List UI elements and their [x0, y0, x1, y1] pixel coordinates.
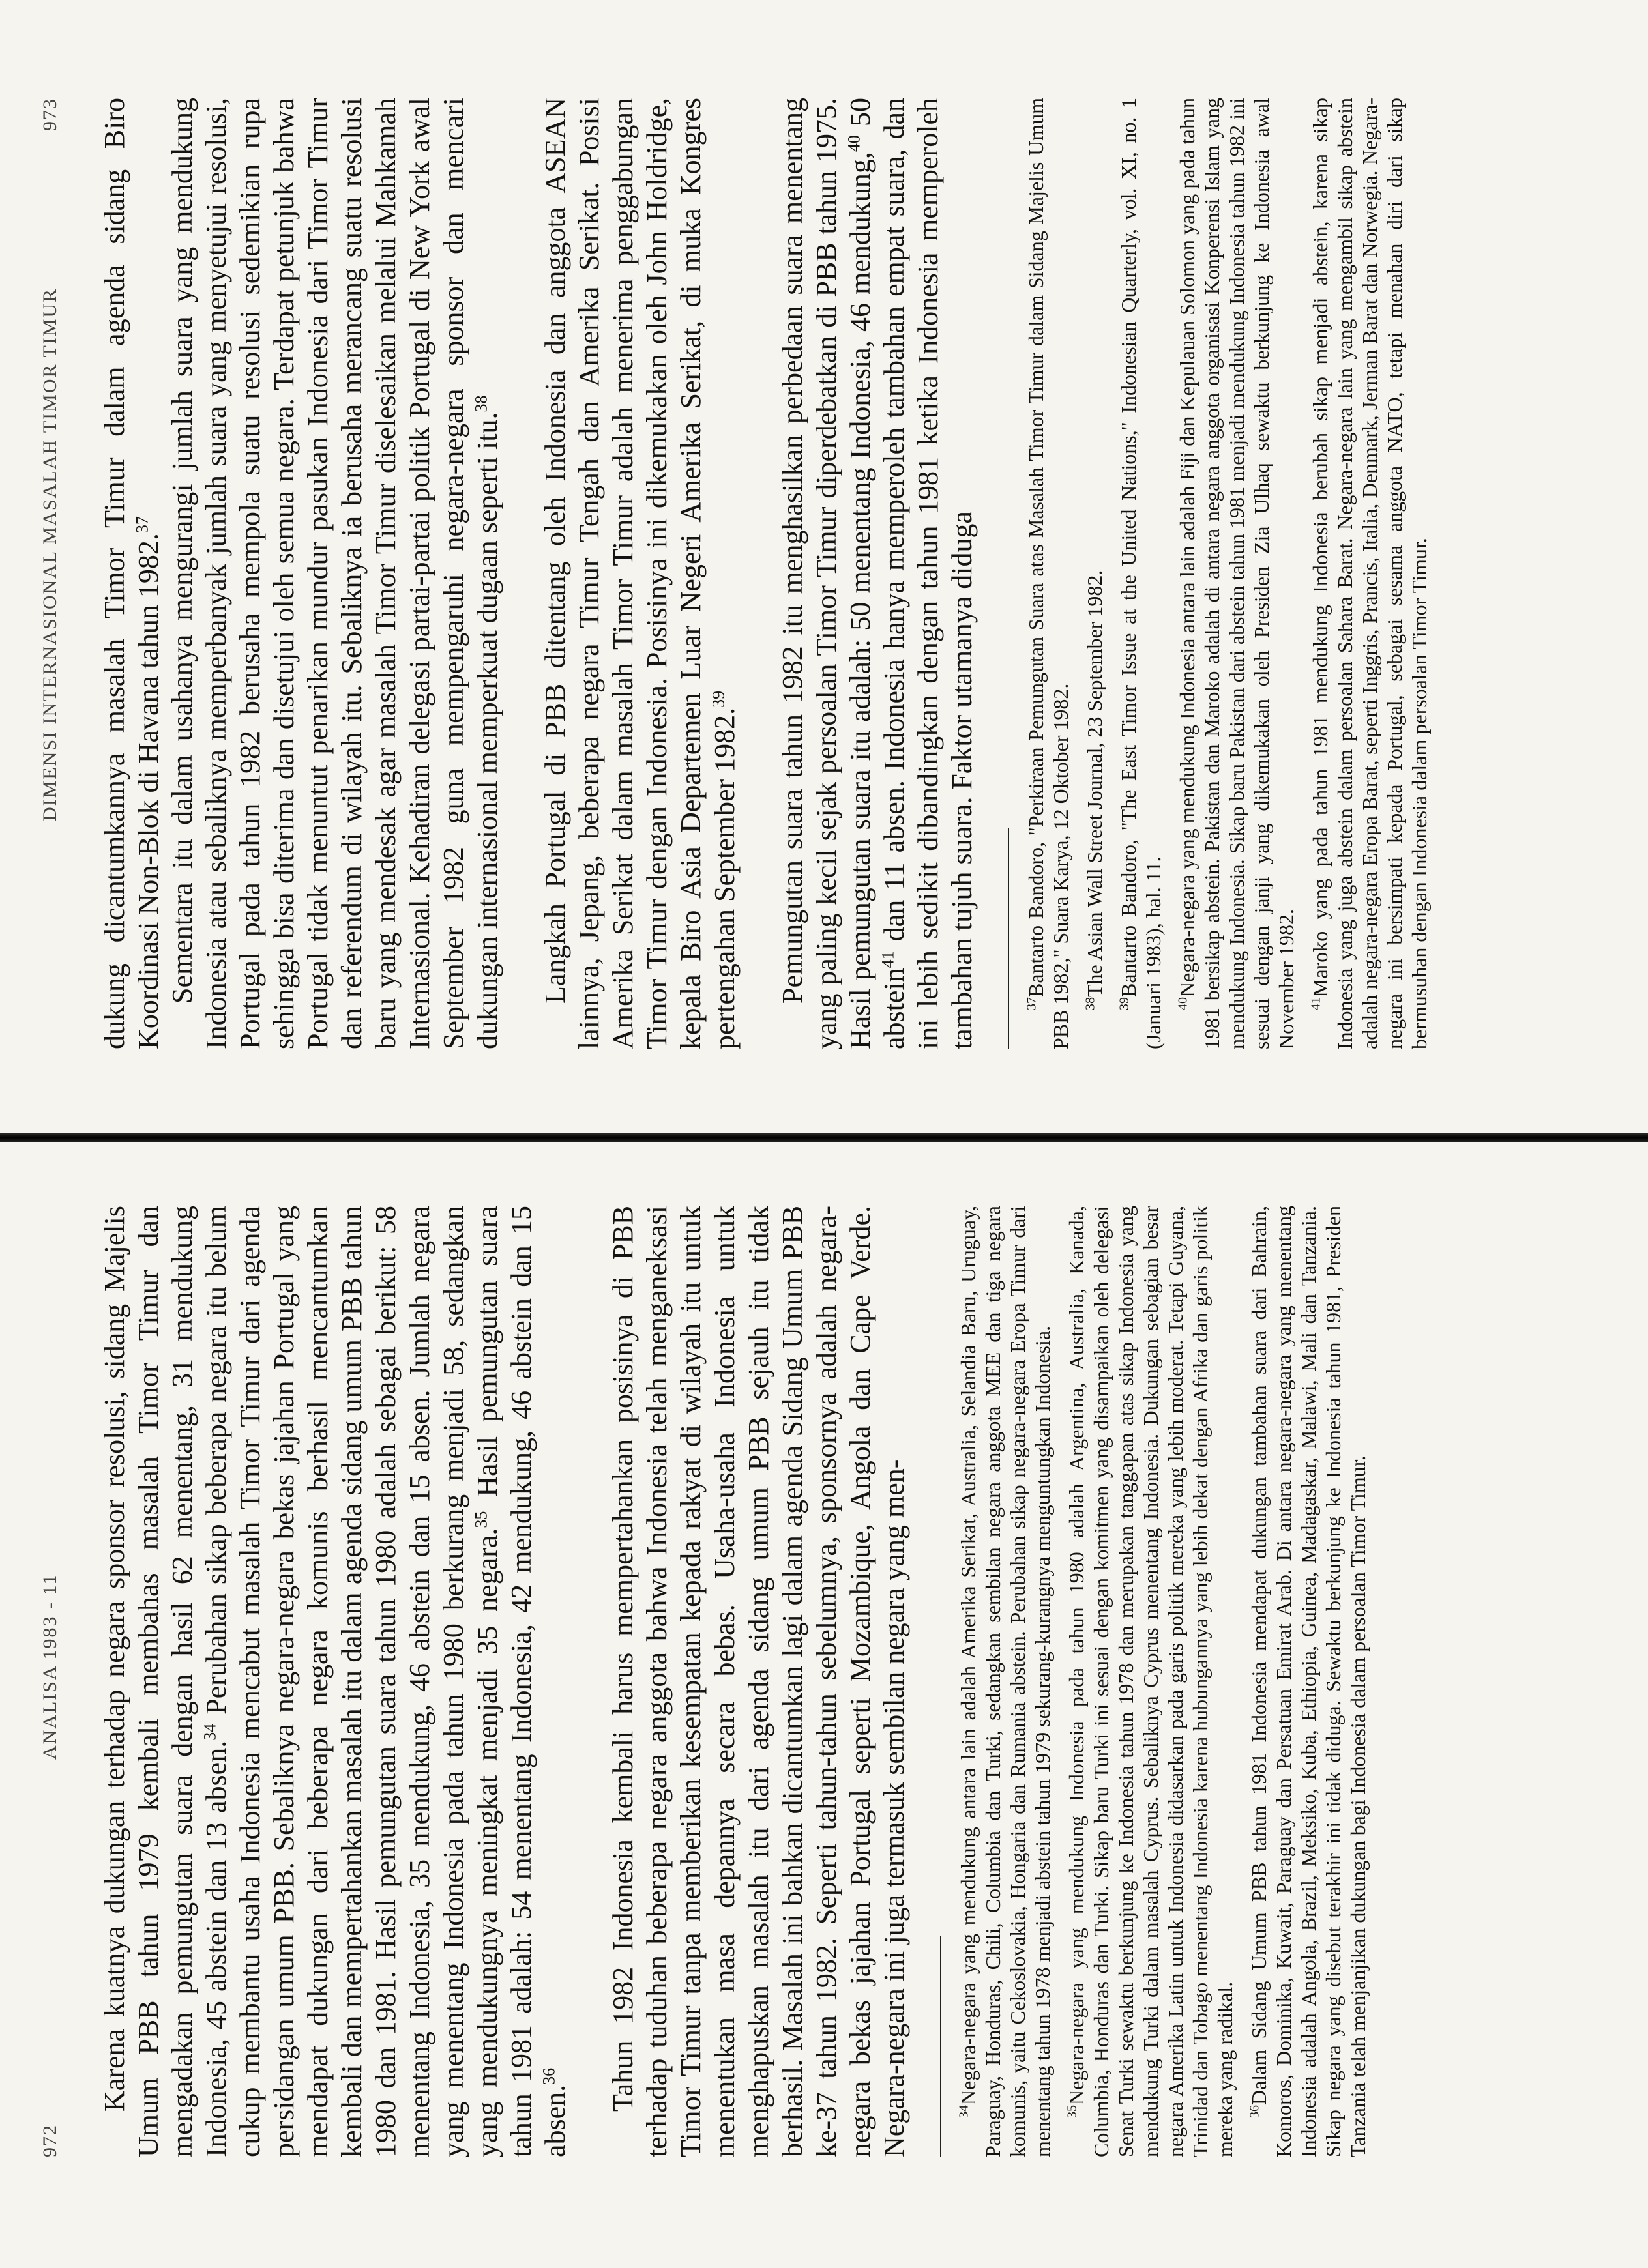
- running-head: ANALISA 1983 - 11: [39, 1573, 61, 1760]
- paragraph: Sementara itu dalam usahanya mengurangi jumlah suara yang mendukung Indonesia atau sebaliknya memperbanyak jumlah suara yang menyetujui resolusi, Portugal pada tahun 1982 berusaha mempola suatu resolusi sedemikian rupa sehingga bisa diterima dan disetujui oleh semua negara. Terdapat petunjuk bahwa Portugal tidak menuntut penarikan mundur pasukan Indonesia dari Timor Timur dan referendum di wilayah itu. Sebaliknya ia berusaha merancang suatu resolusi baru yang mendesak agar masalah Timor Timur diselesaikan melalui Mahkamah Internasional. Kehadiran delegasi partai-partai politik Portugal di New York awal September 1982 guna mempengaruhi negara-negara sponsor dan mencari dukungan internasional memperkuat dugaan seperti itu.$^{38}$: [166, 98, 503, 1049]
- footnote-rule: [1008, 828, 1009, 1049]
- footnote: $^{36}$Dalam Sidang Umum PBB tahun 1981 Indonesia mendapat dukungan tambahan suara dari Bahrain, Komoros, Dominika, Kuwait, Paraguay dan Persatuan Emirat Arab. Di antara negara-negara yang menentang Indonesia adalah Angola, Brazil, Meksiko, Kuba, Ethiopia, Guinea, Madagaskar, Malawi, Mali dan Tanzania. Sikap negara yang disebut terakhir ini tidak diduga. Sewaktu berkunjung ke Indonesia tahun 1981, Presiden Tanzania telah menjanjikan dukungan bagi Indonesia dalam persoalan Timor Timur.: [1247, 1206, 1370, 2157]
- book-gutter: [0, 1133, 1648, 1142]
- body-text: [98, 98, 979, 1049]
- paragraph: dukung dicantumkannya masalah Timor Timur dalam agenda sidang Biro Koordinasi Non-Blok di Havana tahun 1982.37: [98, 98, 164, 1049]
- footnotes: [1023, 98, 1432, 1049]
- footnote: $^{39}$Bantarto Bandoro, "The East Timor Issue at the United Nations," Indonesian Quarterly, vol. XI, no. 1 (Januari 1983), hal. 11.: [1117, 98, 1165, 1049]
- paragraph: Pemungutan suara tahun 1982 itu menghasilkan perbedaan suara menentang yang paling kecil sejak persoalan Timor Timur diperdebatkan di PBB tahun 1975. Hasil pemungutan suara itu adalah: 50 menentang Indonesia, 46 mendukung,$^{40}$ 50 abstein$^{41}$ dan 11 absen. Indonesia hanya memperoleh tambahan empat suara, dan ini lebih sedikit dibandingkan dengan tahun 1981 ketika Indonesia memperoleh tambahan tujuh suara. Faktor utamanya diduga: [776, 97, 978, 1049]
- footnote-rule: [940, 1936, 941, 2157]
- page-number: 973: [39, 98, 61, 131]
- footnote: $^{41}$Maroko yang pada tahun 1981 mendukung Indonesia berubah sikap menjadi abstein, karena sikap Indonesia yang juga abstein dalam persoalan Sahara Barat. Negara-negara lain yang mengambil sikap abstein adalah negara-negara Eropa Barat, seperti Inggris, Prancis, Italia, Denmark, Jerman Barat dan Norwegia. Negara-negara ini bersimpati kepada Portugal, sebagai sesama anggota NATO, tetapi menahan diri dari sikap bermusuhan dengan Indonesia dalam persoalan Timor Timur.: [1308, 98, 1431, 1049]
- running-head: DIMENSI INTERNASIONAL MASALAH TIMOR TIMUR: [39, 287, 61, 821]
- footnote: $^{34}$Negara-negara yang mendukung antara lain adalah Amerika Serikat, Australia, Selandia Baru, Uruguay, Paraguay, Honduras, Chili, Columbia dan Turki, sedangkan sembilan negara anggota MEE dan tiga negara komunis, yaitu Cekoslovakia, Hongaria dan Rumania abstein. Perubahan sikap negara-negara Eropa Timur dari menentang tahun 1978 menjadi abstein tahun 1979 sekurang-kurangnya menguntungkan Indonesia.: [956, 1206, 1054, 2157]
- left-page: [0, 1134, 1648, 2268]
- paragraph: Langkah Portugal di PBB ditentang oleh Indonesia dan anggota ASEAN lainnya, Jepang, beberapa negara Timur Tengah dan Amerika Serikat. Posisi Amerika Serikat dalam masalah Timor Timur adalah menerima penggabungan Timor Timur dengan Indonesia. Posisinya ini dikemukakan oleh John Holdridge, kepala Biro Asia Departemen Luar Negeri Amerika Serikat, di muka Kongres pertengahan September 1982.39: [539, 98, 741, 1049]
- footnote: $^{40}$Negara-negara yang mendukung Indonesia antara lain adalah Fiji dan Kepulauan Solomon yang pada tahun 1981 bersikap abstein. Pakistan dan Maroko adalah di antara negara anggota organisasi Konperensi Islam yang mendukung Indonesia. Sikap baru Pakistan dari abstein tahun 1981 menjadi mendukung Indonesia tahun 1982 ini sesuai dengan janji yang dikemukakan oleh Presiden Zia Ulhaq sewaktu berkunjung ke Indonesia awal November 1982.: [1175, 98, 1298, 1049]
- page-number: 972: [39, 2124, 61, 2157]
- footnote: $^{35}$Negara-negara yang mendukung Indonesia pada tahun 1980 adalah Argentina, Australia, Kanada, Columbia, Honduras dan Turki. Sikap baru Turki ini sesuai dengan komitmen yang disampaikan oleh delegasi Senat Turki sewaktu berkunjung ke Indonesia tahun 1978 dan merupakan tanggapan atas sikap Indonesia yang mendukung Turki dalam masalah Cyprus. Sebaliknya Cyprus menentang Indonesia. Dukungan sebagian besar negara Amerika Latin untuk Indonesia didasarkan pada garis politik mereka yang lebih moderat. Tetapi Guyana, Trinidad dan Tobago menentang Indonesia karena hubungannya yang lebih dekat dengan Afrika dan garis politik mereka yang radikal.: [1065, 1206, 1237, 2157]
- body-text: [98, 1206, 911, 2157]
- footnote: $^{37}$Bantarto Bandoro, "Perkiraan Pemungutan Suara atas Masalah Timor Timur dalam Sidang Majelis Umum PBB 1982," Suara Karya, 12 Oktober 1982.: [1024, 98, 1072, 1049]
- paragraph: Tahun 1982 Indonesia kembali harus mempertahankan posisinya di PBB terhadap tuduhan beberapa negara anggota bahwa Indonesia telah menganeksasi Timor Timur tanpa memberikan kesempatan kepada rakyat di wilayah itu untuk menentukan masa depannya secara bebas. Usaha-usaha Indonesia untuk menghapuskan masalah itu dari agenda sidang umum PBB sejauh itu tidak berhasil. Masalah ini bahkan dicantumkan lagi dalam agenda Sidang Umum PBB ke-37 tahun 1982. Seperti tahun-tahun sebelumnya, sponsornya adalah negara-negara bekas jajahan Portugal seperti Mozambique, Angola dan Cape Verde. Negara-negara ini juga termasuk sembilan negara yang men-: [607, 1206, 910, 2157]
- footnotes: [956, 1206, 1370, 2157]
- paragraph: Karena kuatnya dukungan terhadap negara sponsor resolusi, sidang Majelis Umum PBB tahun 1979 kembali membahas masalah Timor Timur dan mengadakan pemungutan suara dengan hasil 62 menentang, 31 mendukung Indonesia, 45 abstein dan 13 absen.$^{34}$ Perubahan sikap beberapa negara itu belum cukup membantu usaha Indonesia mencabut masalah Timor Timur dari agenda persidangan umum PBB. Sebaliknya negara-negara bekas jajahan Portugal yang mendapat dukungan dari beberapa negara komunis berhasil mencantumkan kembali dan mempertahankan masalah itu dalam agenda sidang umum PBB tahun 1980 dan 1981. Hasil pemungutan suara tahun 1980 adalah sebagai berikut: 58 menentang Indonesia, 35 mendukung, 46 abstein dan 15 absen. Jumlah negara yang menentang Indonesia pada tahun 1980 berkurang menjadi 58, sedangkan yang mendukungnya meningkat menjadi 35 negara.$^{35}$ Hasil pemungutan suara tahun 1981 adalah: 54 menentang Indonesia, 42 mendukung, 46 abstein dan 15 absen.$^{36}$: [98, 1206, 571, 2157]
- footnote: $^{38}$The Asian Wall Street Journal, 23 September 1982.: [1083, 570, 1106, 1010]
